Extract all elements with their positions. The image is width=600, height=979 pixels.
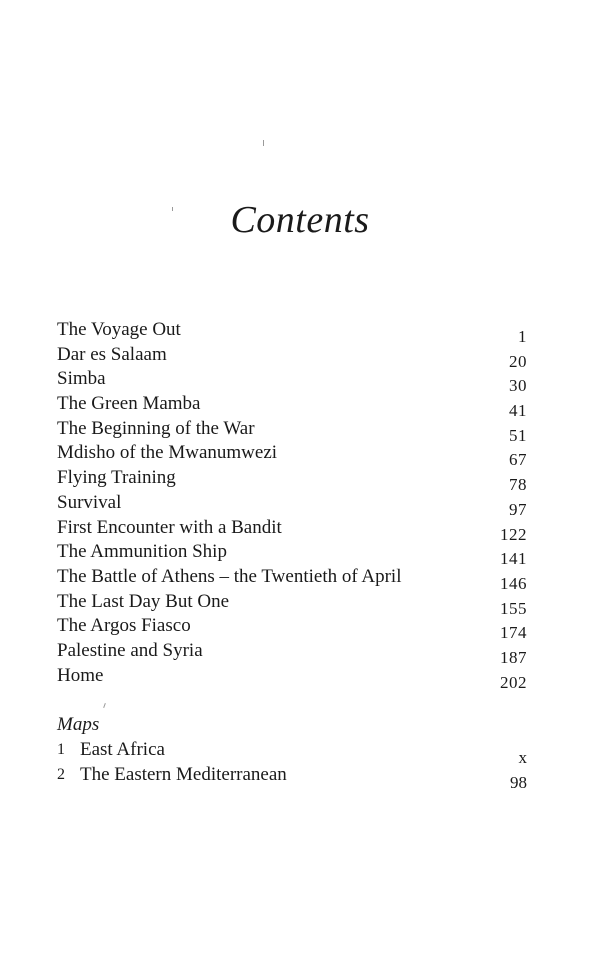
map-entry xyxy=(57,763,527,792)
chapter-title: First Encounter with a Bandit xyxy=(57,516,282,538)
toc-entry xyxy=(57,343,527,371)
toc-entry xyxy=(57,441,527,470)
maps-heading: Maps xyxy=(57,714,100,735)
map-title: The Eastern Mediterranean xyxy=(80,764,287,785)
toc-entry xyxy=(57,590,527,618)
maps-list xyxy=(57,738,527,792)
chapter-page-number: 97 xyxy=(509,499,527,519)
toc-entry xyxy=(57,318,527,346)
chapter-page-number: 202 xyxy=(500,672,527,692)
toc-entry xyxy=(57,367,527,396)
scan-speck xyxy=(103,703,106,708)
chapter-page-number: 67 xyxy=(509,450,527,470)
toc-entry xyxy=(57,664,527,692)
toc-entry xyxy=(57,565,527,593)
chapter-title: The Argos Fiasco xyxy=(57,615,191,637)
chapter-title: The Beginning of the War xyxy=(57,417,255,439)
chapter-page-number: 20 xyxy=(509,351,527,371)
map-number: 2 xyxy=(57,766,65,783)
chapter-page-number: 1 xyxy=(518,327,527,346)
chapter-page-number: 41 xyxy=(509,401,527,421)
map-title: East Africa xyxy=(80,739,165,760)
chapter-page-number: 187 xyxy=(500,647,527,667)
chapter-title: The Ammunition Ship xyxy=(57,541,227,563)
chapter-title: Home xyxy=(57,664,104,686)
chapter-title: The Voyage Out xyxy=(57,319,181,340)
toc-entry xyxy=(57,540,527,569)
chapter-title: Mdisho of the Mwanumwezi xyxy=(57,442,278,464)
toc-entry xyxy=(57,466,527,495)
chapter-title: Palestine and Syria xyxy=(57,639,203,661)
chapter-title: Dar es Salaam xyxy=(57,343,167,365)
chapter-title: The Green Mamba xyxy=(57,393,201,415)
page-title: Contents xyxy=(230,199,370,241)
chapter-list xyxy=(57,318,527,692)
map-entry xyxy=(57,738,527,767)
chapter-page-number: 122 xyxy=(500,524,527,544)
map-page-number: x xyxy=(518,748,527,767)
chapter-page-number: 155 xyxy=(500,598,527,618)
chapter-title: Simba xyxy=(57,368,106,390)
toc-entry xyxy=(57,491,527,519)
chapter-title: The Battle of Athens – the Twentieth of April xyxy=(57,565,402,587)
chapter-page-number: 30 xyxy=(509,376,527,396)
chapter-title: Flying Training xyxy=(57,467,176,489)
toc-entry xyxy=(57,516,527,544)
chapter-title: The Last Day But One xyxy=(57,590,230,612)
chapter-page-number: 146 xyxy=(500,573,527,593)
map-number: 1 xyxy=(57,741,65,758)
chapter-page-number: 174 xyxy=(500,623,527,643)
toc-entry xyxy=(57,392,527,421)
toc-entry xyxy=(57,417,527,445)
chapter-page-number: 78 xyxy=(509,475,527,495)
scan-speck xyxy=(263,140,264,146)
chapter-page-number: 141 xyxy=(500,549,527,569)
toc-entry xyxy=(57,639,527,667)
toc-entry xyxy=(57,614,527,643)
map-page-number: 98 xyxy=(510,773,527,792)
chapter-title: Survival xyxy=(57,491,122,513)
chapter-page-number: 51 xyxy=(509,425,527,445)
